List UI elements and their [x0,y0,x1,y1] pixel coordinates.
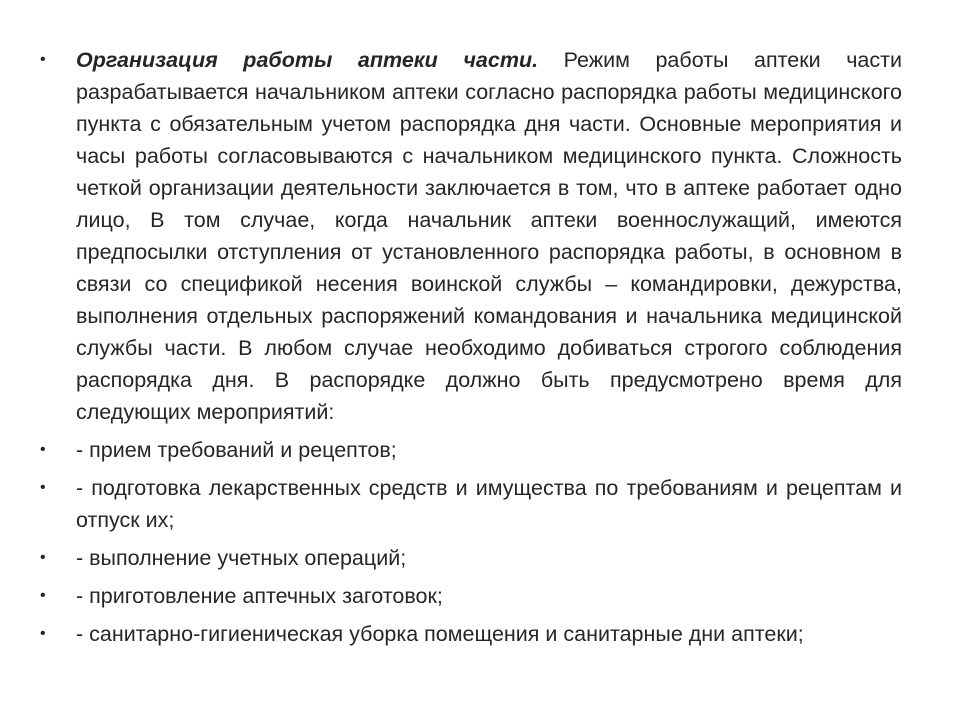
bullet-text: Режим работы аптеки части разрабатывается начальником аптеки согласно распорядка работы медицинского пункта с обязательным учетом распорядка дня части. Основные мероприятия и часы работы согласовываются с начальником медицинского пункта. Сложность четкой организации деятельности заключается в том, что в аптеке работает одно лицо, В том случае, когда начальник аптеки военнослужащий, имеются предпосылки отступления от установленного распорядка работы, в основном в связи со спецификой несения воинской службы – командировки, дежурства, выполнения отдельных распоряжений командования и начальника медицинской службы части. В любом случае необходимо добиваться строгого соблюдения распорядка дня. В распорядке должно быть предусмотрено время для следующих мероприятий: [76,48,902,424]
bullet-text: - прием требований и рецептов; [76,438,397,462]
bullet-item-organization [40,44,902,428]
bullet-dot-icon: • [40,51,46,68]
bullet-list [40,44,902,650]
bullet-item-accounting [40,542,902,574]
bullet-dot-icon: • [40,479,46,496]
bullet-lead-heading: Организация работы аптеки части. [76,48,539,72]
bullet-dot-icon: • [40,625,46,642]
bullet-item-cleaning [40,618,902,650]
bullet-dot-icon: • [40,587,46,604]
bullet-text: - санитарно-гигиеническая уборка помещения и санитарные дни аптеки; [76,622,804,646]
bullet-text: - приготовление аптечных заготовок; [76,584,443,608]
bullet-text: - подготовка лекарственных средств и имущества по требованиям и рецептам и отпуск их; [76,476,902,532]
bullet-item-stock [40,580,902,612]
bullet-item-preparation [40,472,902,536]
bullet-dot-icon: • [40,441,46,458]
bullet-text: - выполнение учетных операций; [76,546,407,570]
bullet-dot-icon: • [40,549,46,566]
bullet-item-requests [40,434,902,466]
